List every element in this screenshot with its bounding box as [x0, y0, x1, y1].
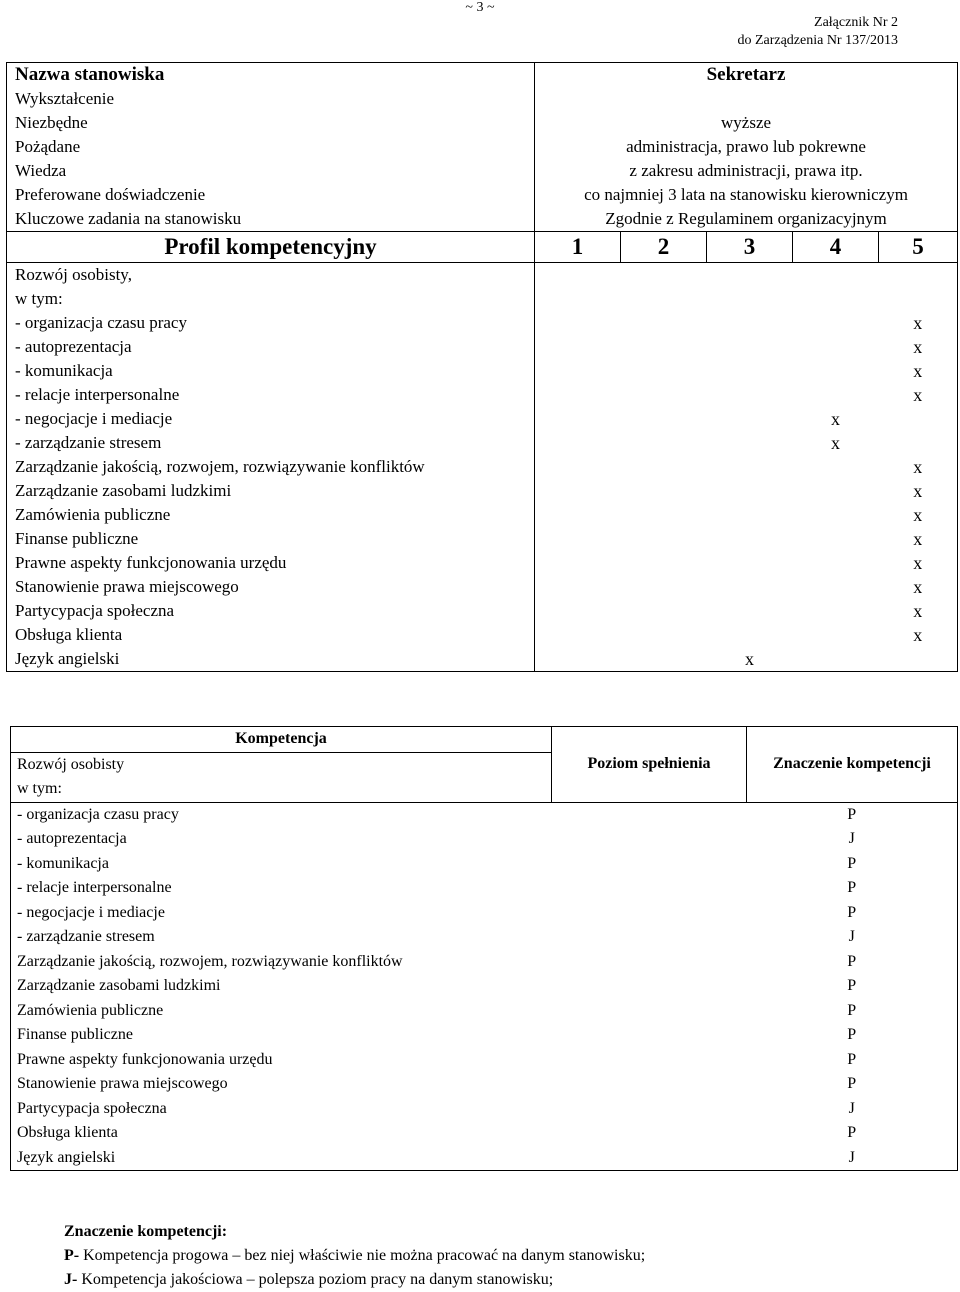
competence-level-cell: [552, 1097, 747, 1122]
competence-level-cell: [552, 1121, 747, 1146]
profile-row-label: Partycypacja społeczna: [15, 601, 175, 620]
competence-row-label: - zarządzanie stresem: [17, 928, 155, 946]
key-tasks-value: Zgodnie z Regulaminem organizacyjnym: [535, 207, 958, 232]
profile-level-5-cell: x: [913, 577, 923, 597]
competence-row: [11, 1072, 958, 1097]
profile-row-label: Obsługa klienta: [15, 625, 123, 644]
competence-row-label: Partycypacja społeczna: [17, 1099, 167, 1117]
competence-significance: P: [847, 854, 857, 872]
competence-level-cell: [552, 999, 747, 1024]
profile-level-1-cell: [535, 311, 621, 335]
profile-level-1-cell: [535, 455, 621, 479]
profile-row-label: Język angielski: [15, 649, 120, 668]
profile-level-5-cell: [879, 647, 958, 672]
profile-level-1-cell: [535, 431, 621, 455]
competence-level-cell: [552, 1072, 747, 1097]
profile-level-4-cell: [793, 599, 879, 623]
profile-level-2-cell: [621, 407, 707, 431]
significance-column-header: Znaczenie kompetencji: [747, 727, 958, 803]
profile-level-2-cell: [621, 479, 707, 503]
competence-row-label: - organizacja czasu pracy: [11, 802, 552, 827]
profile-row: [7, 527, 958, 551]
profile-row: [7, 479, 958, 503]
legend-p: [64, 1244, 645, 1268]
competence-level-cell: [552, 827, 747, 852]
competence-row-label: Obsługa klienta: [17, 1124, 118, 1142]
competence-significance: P: [847, 1026, 857, 1044]
profile-level-1-cell: [535, 599, 621, 623]
profile-level-2-cell: [621, 359, 707, 383]
experience-value: co najmniej 3 lata na stanowisku kierowniczym: [535, 183, 958, 207]
competence-significance: J: [848, 928, 855, 946]
profile-row: [7, 383, 958, 407]
competence-row: [11, 1097, 958, 1122]
profile-row: [7, 647, 958, 672]
competence-significance: P: [847, 1075, 857, 1093]
level-2-header: 2: [621, 232, 707, 263]
profile-row: [7, 599, 958, 623]
competence-row-label: Zarządzanie zasobami ludzkimi: [17, 977, 221, 995]
legend-j-key: J-: [64, 1271, 78, 1288]
profile-level-1-cell: [535, 503, 621, 527]
profile-level-1-cell: [535, 575, 621, 599]
profile-level-4-cell: [793, 359, 879, 383]
competence-significance: P: [747, 802, 958, 827]
legend-p-text: Kompetencja progowa – bez niej właściwie nie można pracować na danym stanowisku;: [79, 1247, 646, 1264]
profile-level-1-cell: [535, 551, 621, 575]
profile-level-3-cell: x: [745, 649, 754, 669]
competence-significance: P: [847, 952, 857, 970]
profile-level-5-cell: x: [913, 601, 923, 621]
annex-note: [737, 14, 898, 50]
profile-level-5-cell: x: [913, 481, 923, 501]
level-1-header: 1: [535, 232, 621, 263]
competence-row: [11, 876, 958, 901]
competence-significance: P: [847, 879, 857, 897]
profile-row-label: Prawne aspekty funkcjonowania urzędu: [15, 553, 287, 572]
profile-level-2-cell: [621, 311, 707, 335]
profile-level-4-cell: [793, 455, 879, 479]
profile-level-5-cell: x: [913, 385, 923, 405]
competence-level-cell: [552, 1048, 747, 1073]
competence-row: [11, 950, 958, 975]
profile-row: [7, 503, 958, 527]
profile-row: [7, 623, 958, 647]
profile-level-2-cell: [621, 623, 707, 647]
profile-level-4-cell: [793, 503, 879, 527]
profile-level-5-cell: [879, 431, 958, 455]
profile-row: [7, 575, 958, 599]
profile-level-5-cell: x: [913, 529, 923, 549]
competence-row-label: - komunikacja: [17, 854, 109, 872]
profile-level-2-cell: [621, 455, 707, 479]
competence-significance: J: [848, 830, 855, 848]
competence-level-cell: [552, 1146, 747, 1171]
key-tasks-label: Kluczowe zadania na stanowisku: [15, 209, 242, 228]
profile-group-line1: Rozwój osobisty,: [7, 263, 535, 288]
competence-significance: P: [847, 1050, 857, 1068]
profile-level-3-cell: [707, 335, 793, 359]
competence-level-cell: [552, 802, 747, 827]
profile-level-3-cell: [707, 575, 793, 599]
profile-row-label: Zarządzanie zasobami ludzkimi: [15, 481, 232, 500]
profile-group-line2: w tym:: [15, 289, 63, 308]
competence-row: [11, 1121, 958, 1146]
profile-row: [7, 455, 958, 479]
competence-row-label: Zamówienia publiczne: [17, 1001, 164, 1019]
competence-row: [11, 1146, 958, 1171]
legend: [64, 1220, 645, 1292]
profile-level-4-cell: [793, 623, 879, 647]
profile-level-4-cell: [793, 383, 879, 407]
level-4-header: 4: [793, 232, 879, 263]
profile-level-5-cell: x: [913, 361, 923, 381]
profile-level-3-cell: [707, 527, 793, 551]
competence-row-label: - negocjacje i mediacje: [17, 903, 165, 921]
education-value: [535, 87, 958, 111]
profile-row-label: Zamówienia publiczne: [15, 505, 171, 524]
preferred-label: Pożądane: [15, 137, 81, 156]
competence-row-label: Język angielski: [17, 1148, 116, 1166]
profile-row: [7, 311, 958, 335]
level-5-header: 5: [879, 232, 958, 263]
competence-row-label: - autoprezentacja: [17, 830, 127, 848]
competence-row: [11, 1023, 958, 1048]
profile-level-1-cell: [535, 407, 621, 431]
knowledge-label: Wiedza: [15, 161, 67, 180]
profile-level-5-cell: x: [913, 313, 923, 333]
profile-row: [7, 431, 958, 455]
competence-row: [11, 999, 958, 1024]
legend-j-text: Kompetencja jakościowa – polepsza poziom pracy na danym stanowisku;: [77, 1271, 554, 1288]
competence-row: [11, 802, 958, 827]
competence-significance: P: [847, 1124, 857, 1142]
profile-level-5-cell: x: [913, 553, 923, 573]
profile-level-2-cell: [621, 551, 707, 575]
profile-row-label: Stanowienie prawa miejscowego: [15, 577, 239, 596]
profile-level-3-cell: [707, 503, 793, 527]
profile-row: [7, 407, 958, 431]
competence-level-cell: [552, 852, 747, 877]
profile-level-5-cell: x: [913, 625, 923, 645]
legend-title: Znaczenie kompetencji:: [64, 1223, 228, 1240]
position-label: Nazwa stanowiska: [15, 64, 165, 85]
profile-level-1-cell: [535, 623, 621, 647]
profile-level-2-cell: [621, 383, 707, 407]
annex-line1: Załącznik Nr 2: [814, 15, 898, 30]
profile-level-3-cell: [707, 479, 793, 503]
profile-level-4-cell: [793, 527, 879, 551]
profile-row-label: - zarządzanie stresem: [15, 433, 162, 452]
competence-row-label: Zarządzanie jakością, rozwojem, rozwiązywanie konfliktów: [17, 952, 403, 970]
profile-level-3-cell: [707, 455, 793, 479]
profile-level-4-cell: x: [831, 433, 840, 453]
required-label: Niezbędne: [15, 113, 88, 132]
profile-level-5-cell: [879, 407, 958, 431]
competence-significance: J: [848, 1099, 855, 1117]
competence-group-line1: Rozwój osobisty: [17, 755, 125, 773]
profile-level-4-cell: [793, 311, 879, 335]
level-3-header: 3: [707, 232, 793, 263]
profile-level-5-cell: x: [913, 337, 923, 357]
position-profile-table: [6, 62, 958, 672]
profile-level-2-cell: [621, 335, 707, 359]
annex-line2: do Zarządzenia Nr 137/2013: [737, 33, 898, 48]
profile-row: [7, 359, 958, 383]
profile-level-1-cell: [535, 647, 621, 672]
profile-level-2-cell: [621, 431, 707, 455]
competence-level-cell: [552, 876, 747, 901]
competence-row-label: Finanse publiczne: [17, 1026, 133, 1044]
page-number: ~ 3 ~: [465, 0, 495, 15]
competence-level-cell: [552, 901, 747, 926]
profile-level-5-cell: x: [913, 457, 923, 477]
competence-significance: P: [847, 903, 857, 921]
profile-row-label: Finanse publiczne: [15, 529, 139, 548]
competence-level-cell: [552, 925, 747, 950]
education-label: Wykształcenie: [15, 89, 115, 108]
profile-level-1-cell: [535, 527, 621, 551]
knowledge-value: z zakresu administracji, prawa itp.: [535, 159, 958, 183]
competence-row: [11, 974, 958, 999]
profile-row-label: - autoprezentacja: [15, 337, 132, 356]
profile-row-label: - organizacja czasu pracy: [15, 313, 187, 332]
competence-row-label: Stanowienie prawa miejscowego: [17, 1075, 228, 1093]
legend-p-key: P-: [64, 1247, 80, 1264]
profile-level-2-cell: [621, 527, 707, 551]
profile-level-2-cell: [621, 575, 707, 599]
profile-level-3-cell: [707, 383, 793, 407]
profile-level-4-cell: [793, 575, 879, 599]
required-value: wyższe: [535, 111, 958, 135]
competence-table: [10, 726, 958, 1171]
profile-row-label: Zarządzanie jakością, rozwojem, rozwiązywanie konfliktów: [15, 457, 425, 476]
profile-level-2-cell: [621, 647, 707, 672]
profile-level-3-cell: [707, 311, 793, 335]
profile-level-2-cell: [621, 599, 707, 623]
profile-level-1-cell: [535, 383, 621, 407]
profile-row-label: - komunikacja: [15, 361, 113, 380]
profile-level-4-cell: [793, 479, 879, 503]
profile-level-4-cell: x: [831, 409, 840, 429]
profile-level-4-cell: [793, 335, 879, 359]
competence-level-cell: [552, 974, 747, 999]
profile-level-3-cell: [707, 431, 793, 455]
level-column-header: Poziom spełnienia: [552, 727, 747, 803]
competence-significance: P: [847, 1001, 857, 1019]
profile-row-label: - relacje interpersonalne: [15, 385, 180, 404]
profile-level-1-cell: [535, 335, 621, 359]
profile-level-3-cell: [707, 599, 793, 623]
competence-significance: P: [847, 977, 857, 995]
competence-row: [11, 901, 958, 926]
experience-label: Preferowane doświadczenie: [15, 185, 206, 204]
competence-significance: J: [848, 1148, 855, 1166]
competence-row: [11, 827, 958, 852]
legend-j: [64, 1268, 645, 1292]
competence-header: Kompetencja: [11, 727, 552, 753]
profile-row: [7, 335, 958, 359]
profile-row: [7, 551, 958, 575]
profile-level-3-cell: [707, 623, 793, 647]
profile-level-5-cell: x: [913, 505, 923, 525]
profile-level-2-cell: [621, 503, 707, 527]
profile-level-3-cell: [707, 551, 793, 575]
competence-level-cell: [552, 950, 747, 975]
profile-row-label: - negocjacje i mediacje: [15, 409, 173, 428]
competence-row: [11, 852, 958, 877]
competence-group-line2: w tym:: [17, 780, 62, 798]
position-name: Sekretarz: [535, 63, 958, 88]
profile-level-3-cell: [707, 359, 793, 383]
profile-title: Profil kompetencyjny: [7, 232, 535, 263]
profile-level-4-cell: [793, 551, 879, 575]
competence-row: [11, 925, 958, 950]
profile-level-1-cell: [535, 479, 621, 503]
competence-level-cell: [552, 1023, 747, 1048]
competence-row-label: - relacje interpersonalne: [17, 879, 172, 897]
competence-row: [11, 1048, 958, 1073]
profile-level-4-cell: [793, 647, 879, 672]
competence-row-label: Prawne aspekty funkcjonowania urzędu: [17, 1050, 273, 1068]
profile-level-1-cell: [535, 359, 621, 383]
preferred-value: administracja, prawo lub pokrewne: [535, 135, 958, 159]
profile-level-3-cell: [707, 407, 793, 431]
